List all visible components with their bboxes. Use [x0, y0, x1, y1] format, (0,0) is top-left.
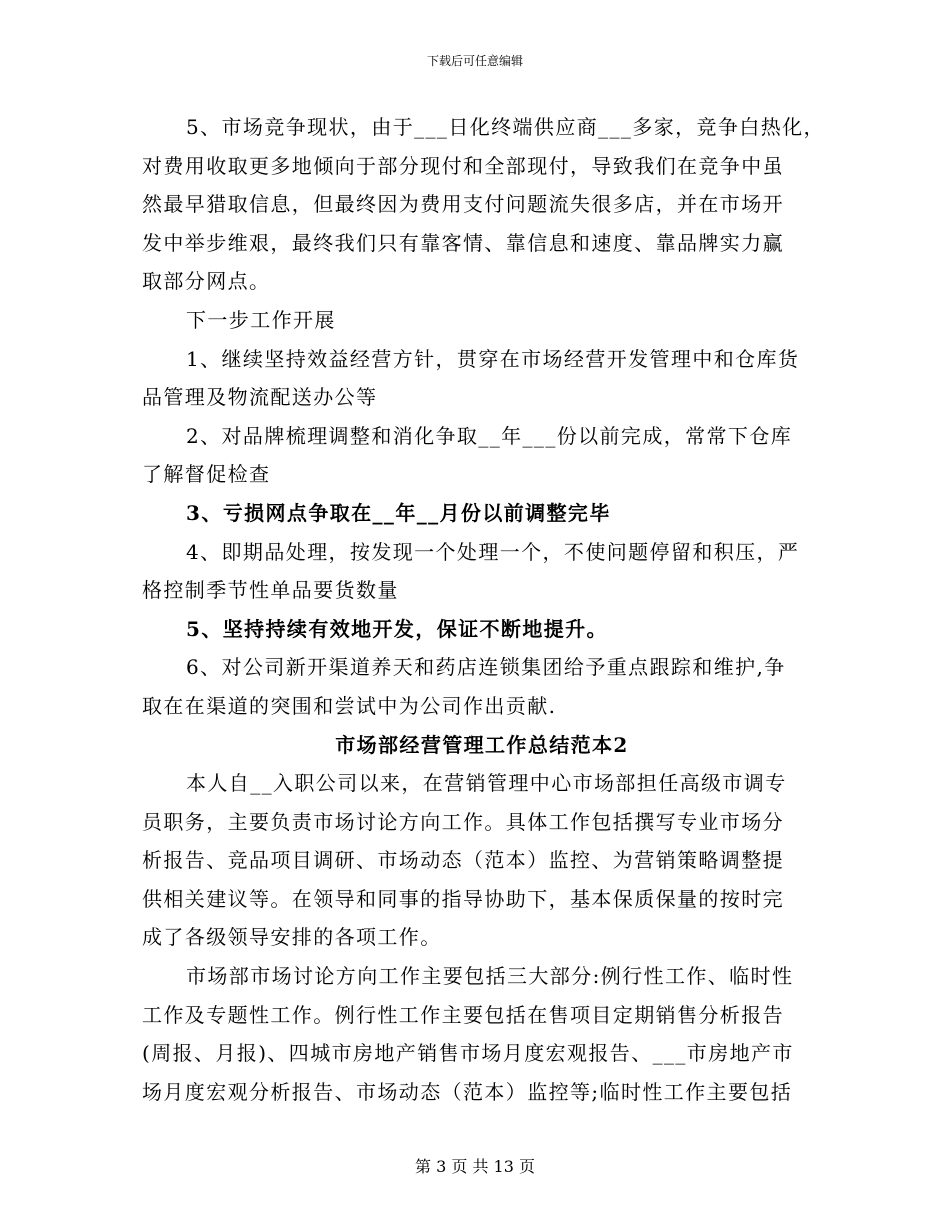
paragraph-line: 市场部市场讨论方向工作主要包括三大部分:例行性工作、临时性 — [186, 964, 794, 989]
paragraph-line: 员职务，主要负责市场讨论方向工作。具体工作包括撰写专业市场分 — [142, 809, 784, 834]
section-heading: 下一步工作开展 — [186, 307, 336, 332]
list-item-continuation: 了解督促检查 — [142, 462, 271, 487]
list-item: 1、继续坚持效益经营方针，贯穿在市场经营开发管理中和仓库货 — [186, 346, 800, 371]
paragraph-line: 5、市场竞争现状，由于___日化终端供应商___多家，竞争白热化， — [186, 115, 825, 139]
paragraph-line: 发中举步维艰，最终我们只有靠客情、靠信息和速度、靠品牌实力赢 — [142, 230, 784, 255]
paragraph-line: 取部分网点。 — [142, 269, 271, 294]
paragraph-line: 场月度宏观分析报告、市场动态（范本）监控等;临时性工作主要包括 — [142, 1079, 793, 1104]
list-item-continuation: 取在在渠道的突围和尝试中为公司作出贡献. — [142, 693, 557, 718]
paragraph-line: (周报、月报)、四城市房地产销售市场月度宏观报告、___市房地产市 — [142, 1041, 794, 1066]
paragraph-line: 析报告、竞品项目调研、市场动态（范本）监控、为营销策略调整提 — [142, 848, 784, 873]
list-item: 4、即期品处理，按发现一个处理一个，不使问题停留和积压，严 — [186, 539, 800, 564]
document-body — [142, 108, 825, 1111]
list-item: 6、对公司新开渠道养天和药店连锁集团给予重点跟踪和维护,争 — [186, 655, 786, 680]
paragraph-line: 本人自__入职公司以来，在营销管理中心市场部担任高级市调专 — [186, 771, 787, 796]
paragraph-line: 对费用收取更多地倾向于部分现付和全部现付，导致我们在竞争中虽 — [142, 153, 784, 178]
paragraph-line: 然最早猎取信息，但最终因为费用支付问题流失很多店，并在市场开 — [142, 192, 784, 217]
list-item-continuation: 格控制季节性单品要货数量 — [142, 578, 399, 603]
list-item-continuation: 品管理及物流配送办公等 — [142, 385, 378, 410]
page-header-note: 下载后可任意编辑 — [426, 54, 523, 68]
page-number: 第 3 页 共 13 页 — [415, 1157, 535, 1176]
section-title: 市场部经营管理工作总结范本2 — [335, 732, 629, 757]
list-item-bold: 5、坚持持续有效地开发，保证不断地提升。 — [186, 616, 608, 641]
list-item-bold: 3、亏损网点争取在__年__月份以前调整完毕 — [186, 500, 611, 525]
paragraph-line: 供相关建议等。在领导和同事的指导协助下，基本保质保量的按时完 — [142, 886, 784, 911]
paragraph-line: 工作及专题性工作。例行性工作主要包括在售项目定期销售分析报告 — [142, 1002, 784, 1027]
list-item: 2、对品牌梳理调整和消化争取__年___份以前完成，常常下仓库 — [186, 423, 793, 448]
paragraph-line: 成了各级领导安排的各项工作。 — [142, 925, 442, 950]
